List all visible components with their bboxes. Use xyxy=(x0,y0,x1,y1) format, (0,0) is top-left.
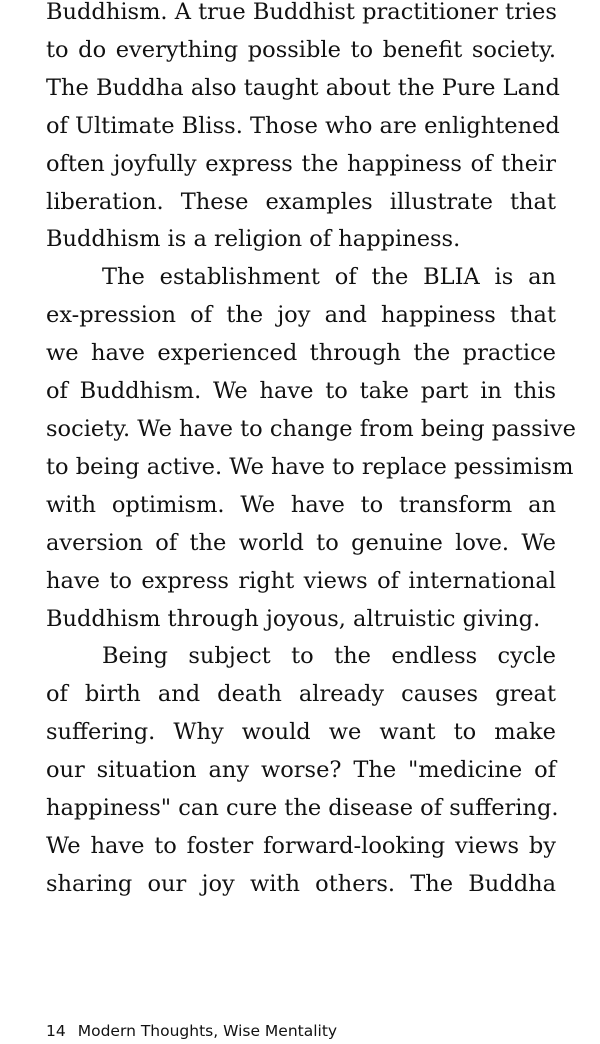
text-line: happiness" can cure the disease of suffering. xyxy=(46,795,559,822)
text-line: of birth and death already causes great xyxy=(46,681,556,708)
text-line: Being subject to the endless cycle xyxy=(102,643,556,670)
text-line: Buddhism. A true Buddhist practitioner tries xyxy=(46,0,557,25)
text-line: ex-pression of the joy and happiness that xyxy=(46,302,556,329)
text-line: often joyfully express the happiness of their xyxy=(46,150,556,177)
text-line: We have to foster forward-looking views by xyxy=(46,832,556,859)
text-line: of Buddhism. We have to take part in this xyxy=(46,378,556,405)
text-line: to do everything possible to benefit society. xyxy=(46,36,556,63)
text-line: our situation any worse? The "medicine of xyxy=(46,757,556,784)
text-line: sharing our joy with others. The Buddha xyxy=(46,870,556,897)
text-line: to being active. We have to replace pessimism xyxy=(46,453,574,480)
text-line: The establishment of the BLIA is an xyxy=(102,264,556,291)
text-line: Buddhism is a religion of happiness. xyxy=(46,226,461,253)
text-line: we have experienced through the practice xyxy=(46,340,556,367)
text-line: have to express right views of international xyxy=(46,567,556,594)
page-number: 14 xyxy=(46,1022,66,1040)
text-line: society. We have to change from being passive xyxy=(46,415,576,442)
text-line: liberation. These examples illustrate that xyxy=(46,188,556,215)
text-line: with optimism. We have to transform an xyxy=(46,491,556,518)
book-title: Modern Thoughts, Wise Mentality xyxy=(77,1022,338,1040)
page-footer xyxy=(46,1021,337,1041)
text-line: Buddhism through joyous, altruistic giving. xyxy=(46,605,541,632)
text-line: The Buddha also taught about the Pure Land xyxy=(46,74,560,101)
text-line: of Ultimate Bliss. Those who are enlightened xyxy=(46,112,560,139)
text-line: aversion of the world to genuine love. We xyxy=(46,529,556,556)
body-text xyxy=(46,0,576,904)
text-line: suffering. Why would we want to make xyxy=(46,719,556,746)
